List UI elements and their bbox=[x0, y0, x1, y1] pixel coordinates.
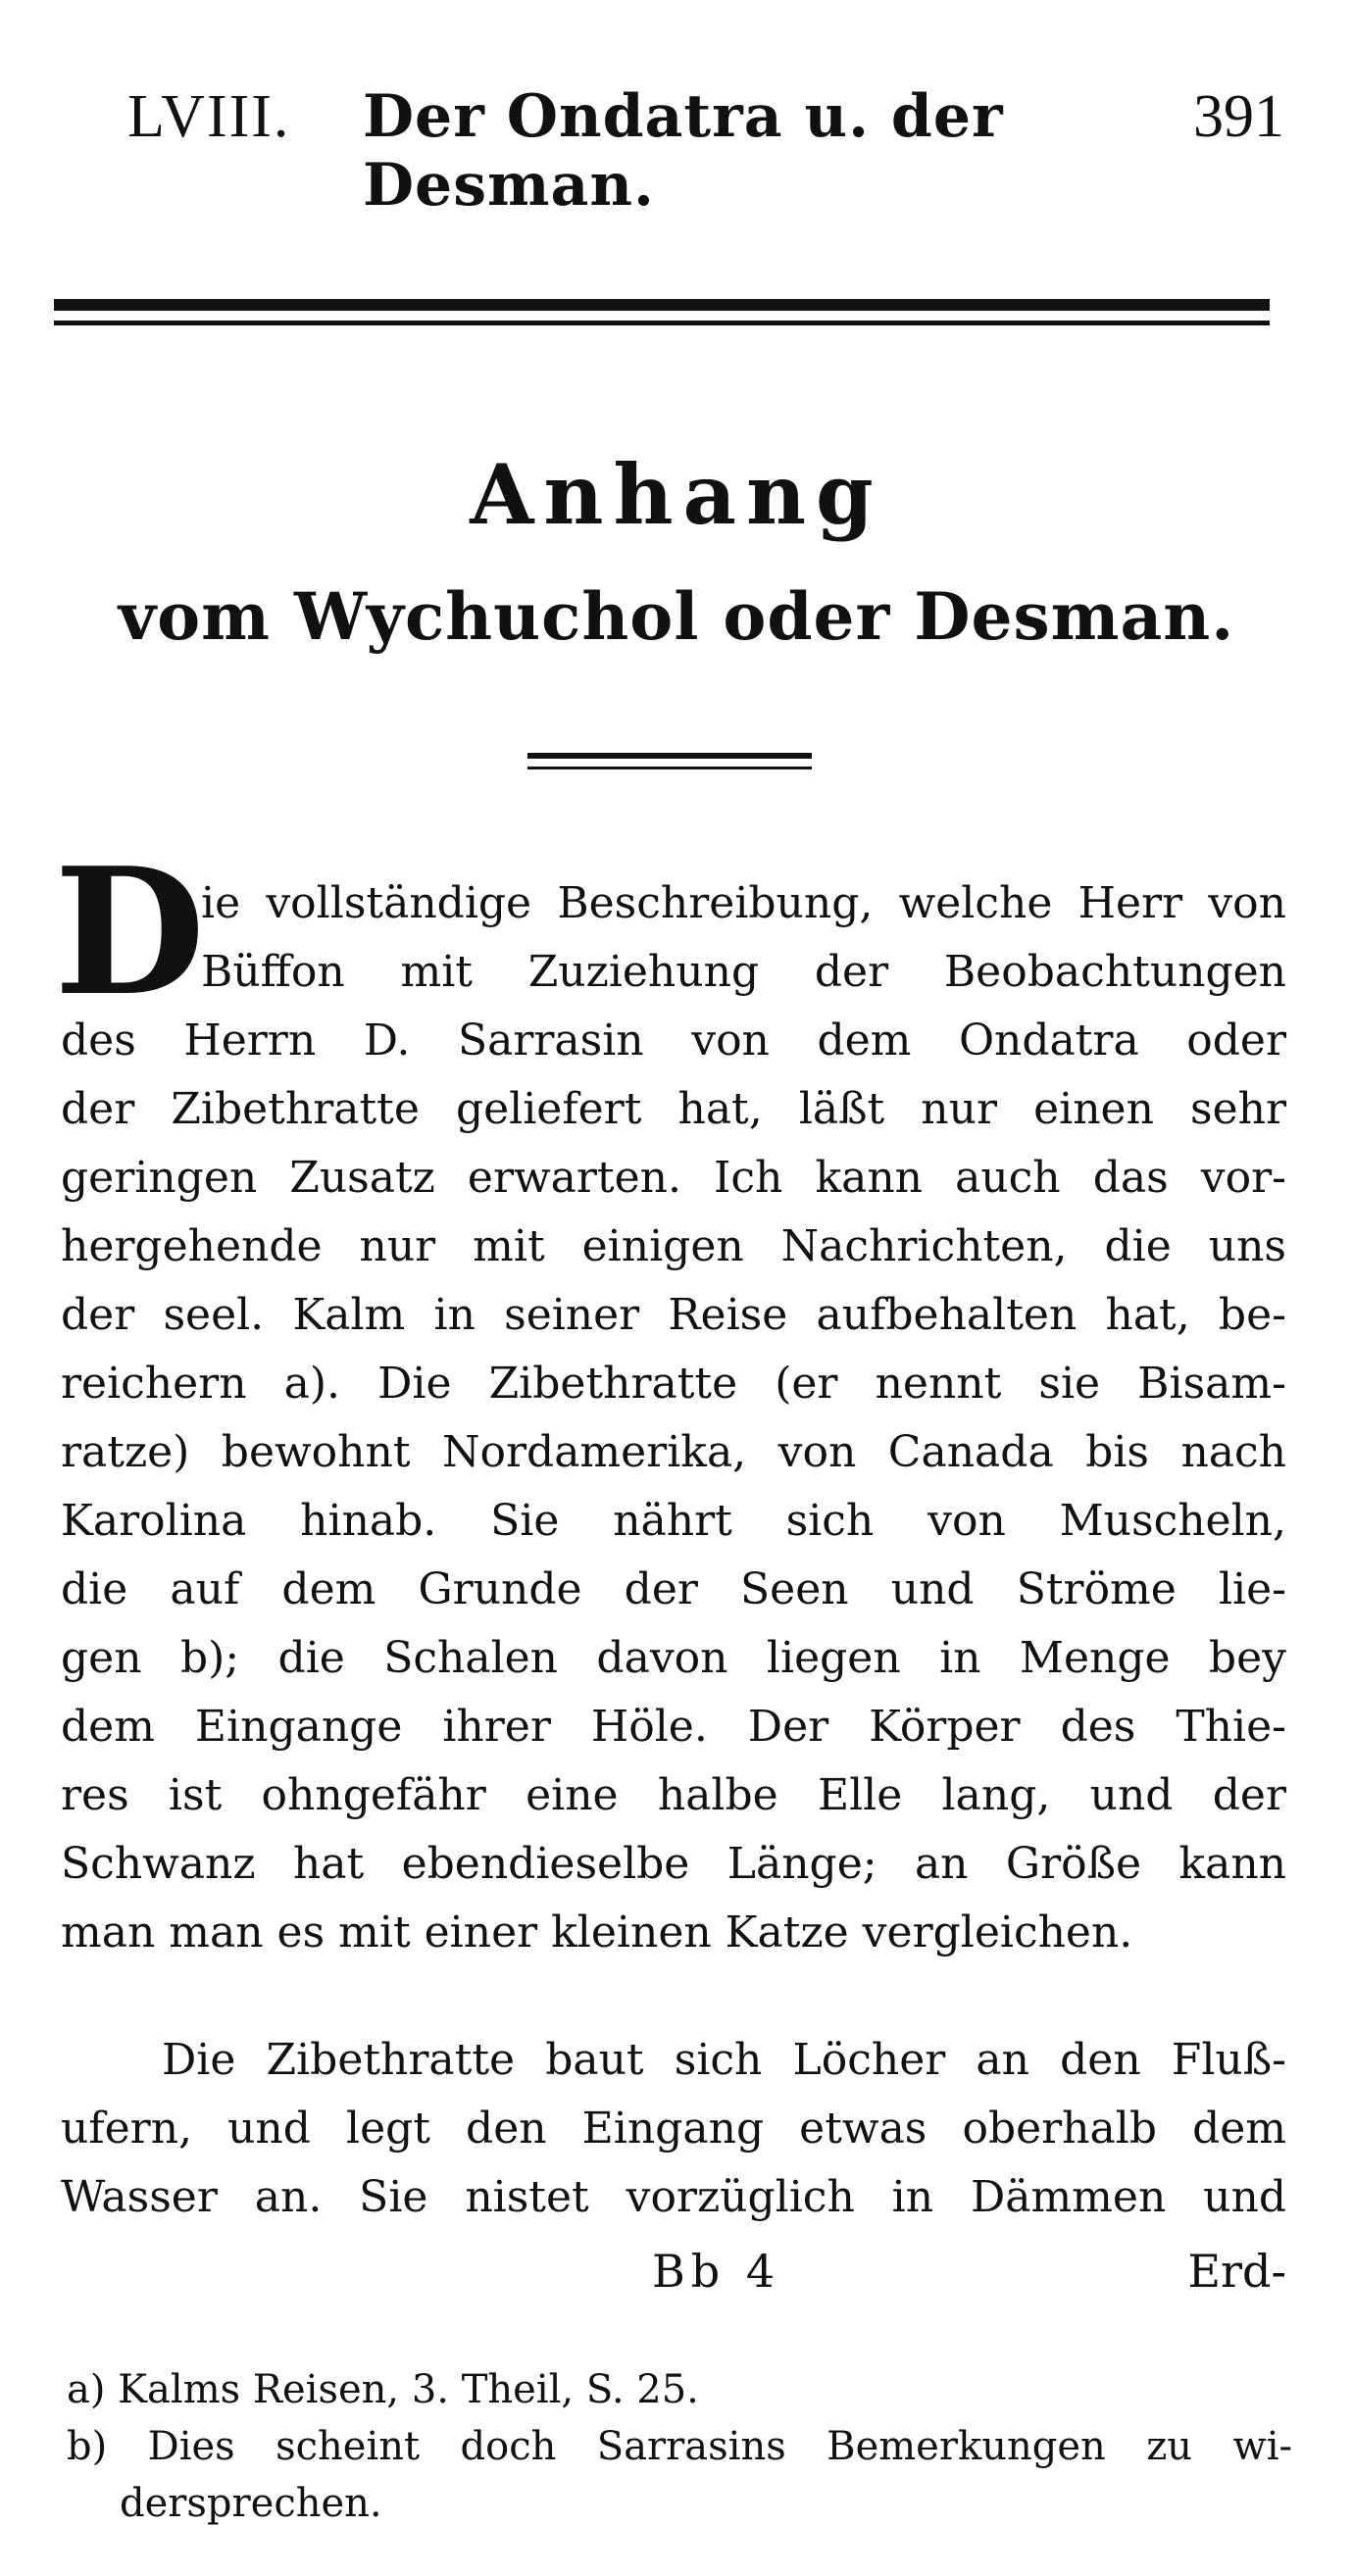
drop-cap: D bbox=[54, 829, 206, 1034]
text-line: gen b); die Schalen davon liegen in Menge bey bbox=[61, 1633, 1286, 1683]
footnote-b-continued: dersprechen. bbox=[120, 2481, 382, 2526]
text-line: dem Eingange ihrer Höle. Der Körper des Thie- bbox=[61, 1702, 1286, 1752]
text-line: Schwanz hat ebendieselbe Länge; an Größe kann bbox=[61, 1839, 1286, 1889]
text-line: ratze) bewohnt Nordamerika, von Canada bis nach bbox=[61, 1427, 1286, 1477]
text-line: man man es mit einer kleinen Katze vergleichen. bbox=[61, 1907, 1133, 1957]
text-line: der Zibethratte geliefert hat, läßt nur einen sehr bbox=[61, 1084, 1286, 1134]
text-line: Die Zibethratte baut sich Löcher an den Fluß- bbox=[162, 2035, 1286, 2085]
section-number: LVIII. bbox=[127, 83, 291, 150]
text-line: Karolina hinab. Sie nährt sich von Muscheln, bbox=[61, 1496, 1286, 1546]
header-rule-thick bbox=[54, 299, 1270, 311]
footnote-b: b) Dies scheint doch Sarrasins Bemerkungen zu wi- bbox=[67, 2424, 1292, 2469]
text-line: geringen Zusatz erwarten. Ich kann auch das vor- bbox=[61, 1153, 1286, 1203]
title-rule-thin bbox=[527, 767, 812, 769]
page-number: 391 bbox=[1193, 83, 1284, 150]
title-rule-thick bbox=[527, 753, 812, 759]
catchword: Erd- bbox=[1187, 2245, 1286, 2298]
appendix-title: Anhang bbox=[470, 446, 883, 543]
text-line: des Herrn D. Sarrasin von dem Ondatra oder bbox=[61, 1016, 1286, 1065]
running-title: Der Ondatra u. der Desman. bbox=[363, 82, 1004, 220]
text-line: res ist ohngefähr eine halbe Elle lang, und der bbox=[61, 1770, 1286, 1820]
text-line: ie vollständige Beschreibung, welche Herr von bbox=[201, 878, 1286, 928]
text-line: der seel. Kalm in seiner Reise aufbehalten hat, be- bbox=[61, 1290, 1286, 1340]
header-rule-thin bbox=[54, 321, 1270, 325]
text-line: Wasser an. Sie nistet vorzüglich in Dämmen und bbox=[61, 2172, 1286, 2222]
text-line: hergehende nur mit einigen Nachrichten, die uns bbox=[61, 1221, 1286, 1271]
text-line: Büffon mit Zuziehung der Beobachtungen bbox=[201, 947, 1286, 997]
signature-mark: Bb 4 bbox=[652, 2245, 781, 2298]
text-line: die auf dem Grunde der Seen und Ströme lie- bbox=[61, 1564, 1286, 1614]
footnote-a: a) Kalms Reisen, 3. Theil, S. 25. bbox=[67, 2367, 699, 2412]
text-line: reichern a). Die Zibethratte (er nennt sie Bisam- bbox=[61, 1359, 1286, 1409]
appendix-subtitle: vom Wychuchol oder Desman. bbox=[118, 578, 1235, 655]
running-header bbox=[127, 69, 1284, 220]
text-line: ufern, und legt den Eingang etwas oberhalb dem bbox=[61, 2104, 1286, 2154]
